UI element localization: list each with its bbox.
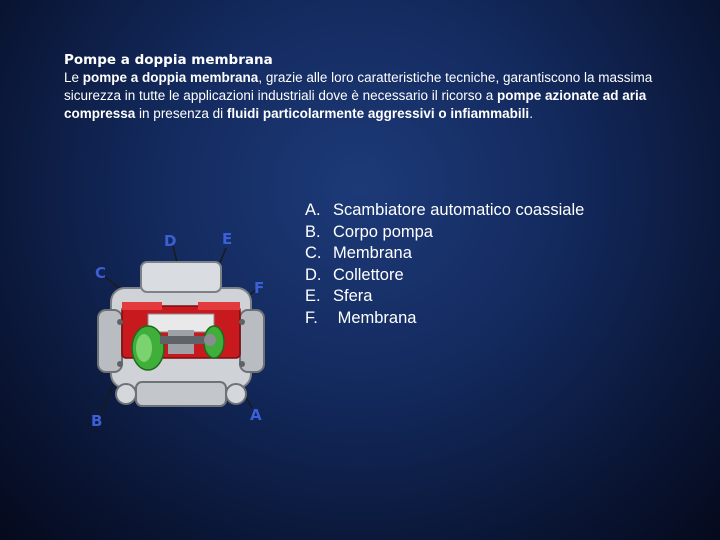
legend-item [305,222,584,244]
intro-paragraph [64,69,684,123]
legend-letter: A. [305,201,321,219]
callout-e: E [222,230,233,248]
legend-letter: C. [305,244,322,262]
slide-title: Pompe a doppia membrana [64,52,273,68]
pump-cutaway-diagram [86,218,276,428]
legend-label: Corpo pompa [333,222,433,241]
intro-text: . [529,106,533,121]
callout-c: C [95,264,107,282]
legend-letter: F. [305,308,318,327]
legend-item [305,200,584,222]
intro-text: in presenza di [135,106,227,121]
intro-emphasis: pompe azionate ad aria compressa [64,88,647,121]
legend-label: Scambiatore automatico coassiale [333,201,585,219]
callout-a: A [250,406,262,424]
intro-text: , grazie alle loro caratteristiche tecniche, garantiscono la massima sicurezza in tutte le applicazioni industriali dove è necessario il ricorso a [64,70,653,103]
legend-label: Sfera [333,287,373,305]
legend-label: Membrana [333,244,412,262]
legend-letter: D. [305,265,322,284]
intro-text: Le [64,70,83,85]
intro-emphasis: fluidi particolarmente aggressivi o infiammabili [226,106,530,121]
legend-item [305,308,584,330]
legend-letter: B. [305,222,321,241]
legend-letter: E. [305,287,321,305]
callout-d: D [164,232,177,250]
legend-item [305,243,584,265]
legend-item [305,286,584,308]
legend-label: Collettore [333,265,404,284]
intro-emphasis: pompe a doppia membrana [82,70,259,85]
callout-b: B [91,412,103,430]
legend-label: Membrana [333,308,417,327]
component-legend [305,200,584,329]
legend-item [305,265,584,287]
callout-f: F [254,279,265,297]
